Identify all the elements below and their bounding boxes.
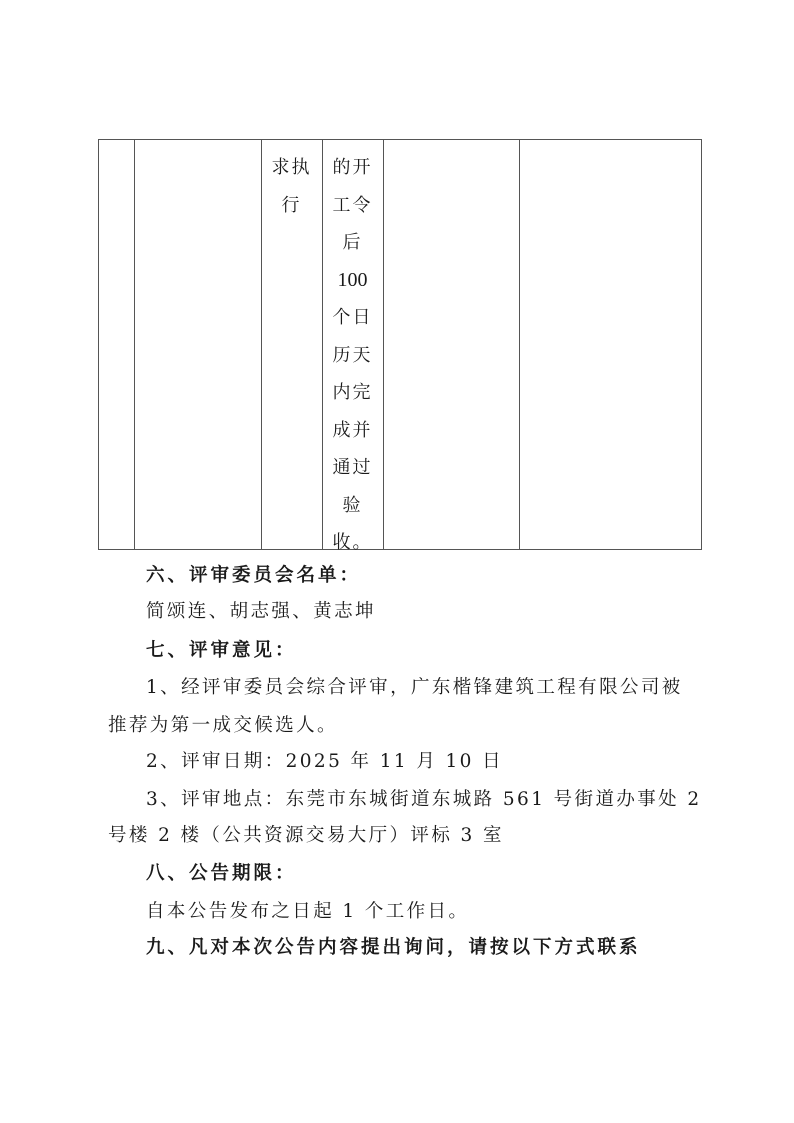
section-eight-heading: 八、公告期限： (146, 863, 297, 884)
cell-line: 通过 (332, 457, 373, 478)
table-cell-requirement (261, 140, 322, 549)
cell-line: 的开 (332, 157, 373, 178)
opinion-item-3-line-1: 3、评审地点：东莞市东城街道东城路 561 号街道办事处 2 (146, 789, 702, 810)
table-cell-schedule (322, 140, 383, 553)
section-six-heading: 六、评审委员会名单： (146, 565, 362, 586)
opinion-item-2: 2、评审日期：2025 年 11 月 10 日 (146, 751, 504, 772)
cell-line: 个日 (332, 307, 373, 328)
table-cell-quality (383, 140, 519, 549)
cell-line: 工令 (332, 194, 373, 216)
opinion-item-3-line-2: 号楼 2 楼（公共资源交易大厅）评标 3 室 (108, 825, 504, 846)
cell-line: 行 (281, 194, 302, 216)
opinion-item-1-line-1: 1、经评审委员会综合评审，广东楷锋建筑工程有限公司被 (146, 677, 683, 698)
cell-line: 收。 (332, 532, 373, 553)
section-nine-heading: 九、凡对本次公告内容提出询问，请按以下方式联系 (146, 937, 641, 958)
cell-line: 内完 (332, 382, 373, 403)
cell-line: 历天 (332, 344, 373, 366)
table-cell-name (134, 140, 261, 549)
cell-line: 后 (342, 232, 363, 253)
opinion-item-1-line-2: 推荐为第一成交候选人。 (108, 715, 338, 736)
result-table (98, 139, 702, 553)
notice-period-text: 自本公告发布之日起 1 个工作日。 (146, 901, 470, 922)
cell-line: 100 (337, 268, 368, 291)
committee-members: 简颂连、胡志强、黄志坤 (146, 601, 376, 622)
table-cell-remarks (519, 140, 700, 549)
section-seven-heading: 七、评审意见： (146, 640, 297, 661)
cell-line: 成并 (332, 419, 373, 441)
cell-line: 验 (342, 494, 363, 516)
table-cell-index (99, 140, 134, 549)
cell-line: 求执 (271, 157, 312, 178)
